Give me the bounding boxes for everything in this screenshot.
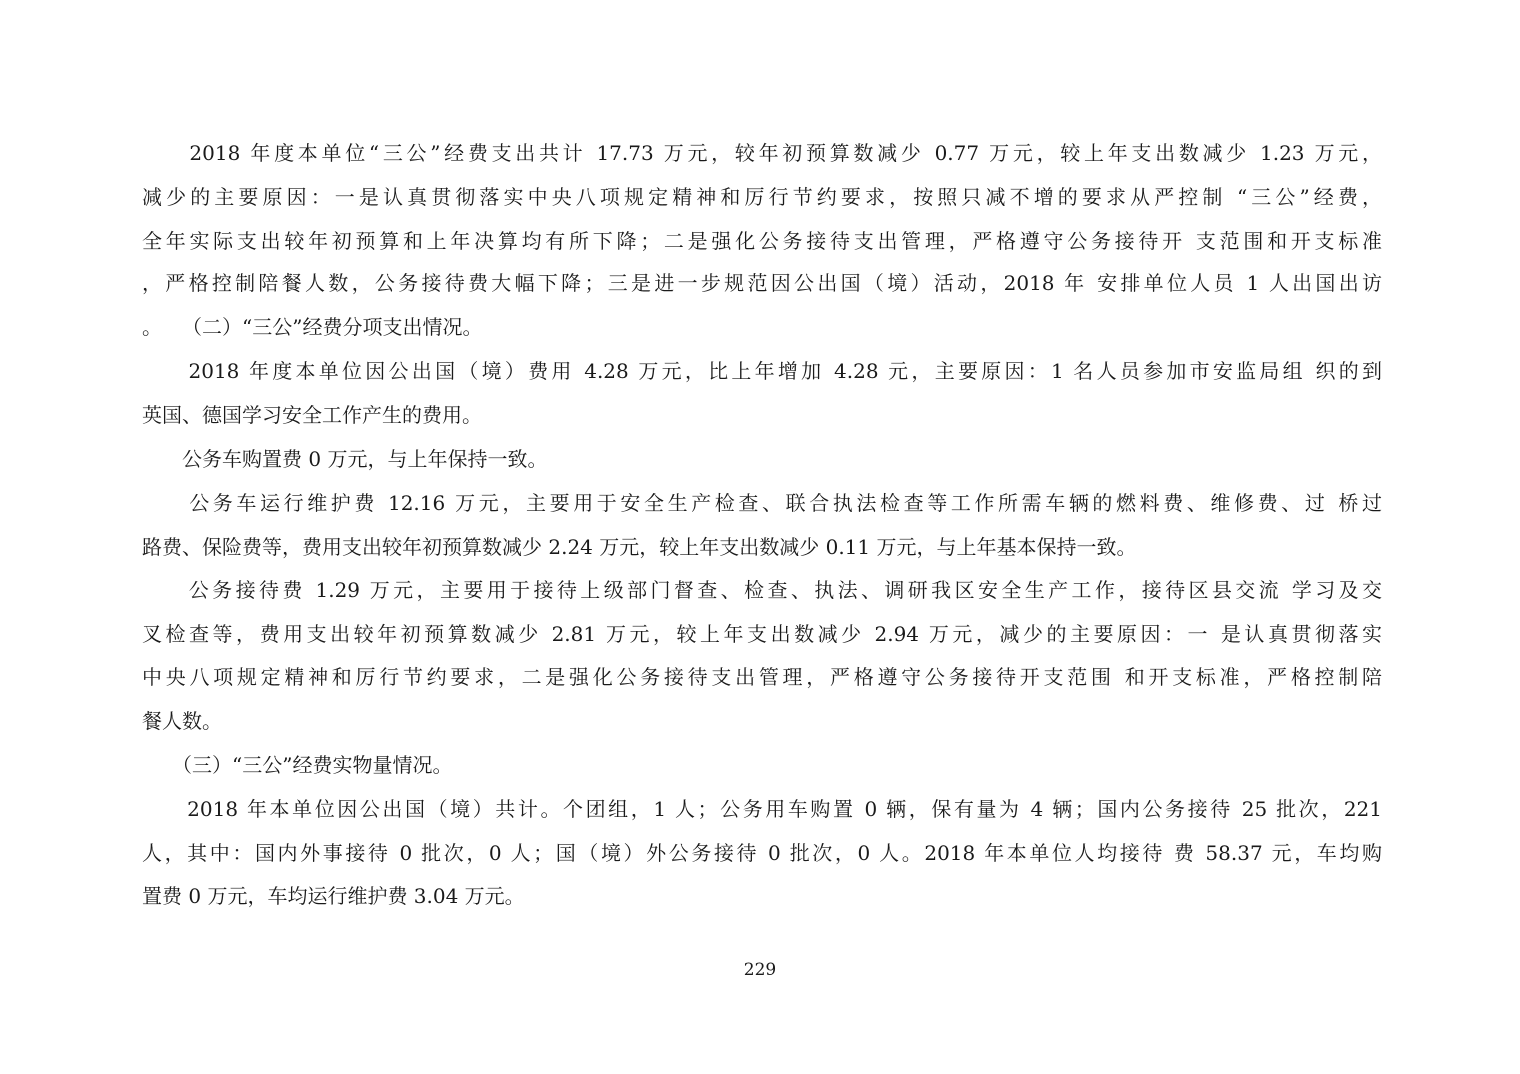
paragraph-line: 餐人数。: [142, 709, 222, 733]
paragraph-line: 2018 年度本单位“三公”经费支出共计 17.73 万元，较年初预算数减少 0.77 万元，较上年支出数减少 1.23 万元，: [142, 141, 1382, 165]
paragraph-line: 中央八项规定精神和厉行节约要求，二是强化公务接待支出管理，严格遵守公务接待开支范围 和开支标准，严格控制陪: [142, 665, 1382, 689]
paragraph-line: 2018 年度本单位因公出国（境）费用 4.28 万元，比上年增加 4.28 元，主要原因：1 名人员参加市安监局组 织的到: [142, 359, 1382, 383]
paragraph-line: 人，其中：国内外事接待 0 批次，0 人；国（境）外公务接待 0 批次，0 人。2018 年本单位人均接待 费 58.37 元，车均购: [142, 841, 1382, 865]
paragraph-line: 公务接待费 1.29 万元，主要用于接待上级部门督查、检查、执法、调研我区安全生产工作，接待区县交流 学习及交: [142, 578, 1382, 602]
paragraph-line: 全年实际支出较年初预算和上年决算均有所下降；二是强化公务接待支出管理，严格遵守公务接待开 支范围和开支标准: [142, 229, 1382, 253]
paragraph-line: ，严格控制陪餐人数，公务接待费大幅下降；三是进一步规范因公出国（境）活动，2018 年 安排单位人员 1 人出国出访: [142, 271, 1382, 295]
paragraph-line: 叉检查等，费用支出较年初预算数减少 2.81 万元，较上年支出数减少 2.94 万元，减少的主要原因：一 是认真贯彻落实: [142, 622, 1382, 646]
paragraph-line: 置费 0 万元，车均运行维护费 3.04 万元。: [142, 884, 525, 908]
paragraph-line: 公务车购置费 0 万元，与上年保持一致。: [142, 447, 548, 471]
paragraph-line: 公务车运行维护费 12.16 万元，主要用于安全生产检查、联合执法检查等工作所需车辆的燃料费、维修费、过 桥过: [142, 491, 1382, 515]
paragraph-line: 。 （二）“三公”经费分项支出情况。: [142, 315, 483, 339]
paragraph-line: 英国、德国学习安全工作产生的费用。: [142, 403, 482, 427]
paragraph-line: （三）“三公”经费实物量情况。: [142, 753, 453, 777]
paragraph-line: 路费、保险费等，费用支出较年初预算数减少 2.24 万元，较上年支出数减少 0.11 万元，与上年基本保持一致。: [142, 535, 1137, 559]
page-number: 229: [743, 960, 777, 980]
paragraph-line: 减少的主要原因：一是认真贯彻落实中央八项规定精神和厉行节约要求，按照只减不增的要求从严控制 “三公”经费，: [142, 185, 1382, 209]
paragraph-line: 2018 年本单位因公出国（境）共计。个团组，1 人；公务用车购置 0 辆，保有量为 4 辆；国内公务接待 25 批次，221: [142, 797, 1382, 821]
